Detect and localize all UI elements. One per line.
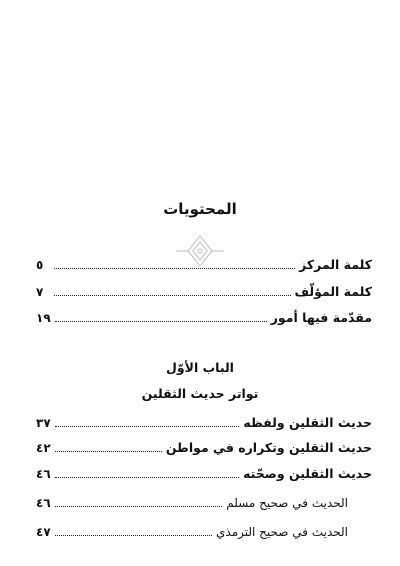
page-title: المحتويات (163, 200, 237, 218)
dot-leader (55, 477, 239, 478)
dot-leader (54, 295, 291, 296)
toc-page-number: ٣٧ (36, 416, 51, 430)
toc-entry-author-word[interactable] (36, 281, 372, 301)
dot-leader (55, 451, 162, 452)
toc-entry-hadith-repetition[interactable] (36, 437, 372, 457)
toc-page-number: ١٩ (36, 311, 51, 325)
dot-leader (55, 426, 240, 427)
toc-entry-label: حديث الثقلين ولفظه (243, 415, 372, 430)
toc-page-number: ٤٧ (36, 525, 51, 539)
dot-leader (55, 321, 267, 322)
toc-page-number: ٧ (36, 285, 44, 299)
chapter-subheading: تواتر حديث الثقلين (141, 386, 259, 401)
toc-entry-label: الحديث في صحيح الترمذي (216, 525, 348, 539)
toc-entry-label: الحديث في صحيح مسلم (226, 496, 348, 510)
dot-leader (54, 268, 295, 269)
toc-page-number: ٤٢ (36, 441, 51, 455)
chapter-heading: الباب الأوّل (166, 360, 234, 375)
toc-entry-sahih-muslim[interactable] (36, 492, 348, 512)
toc-page-number: ٤٦ (36, 496, 51, 510)
toc-entry-hadith-wording[interactable] (36, 412, 372, 432)
dot-leader (55, 506, 223, 507)
toc-entry-label: كلمة المركز (299, 257, 372, 272)
toc-entry-label: حديث الثقلين وتكراره في مواطن (165, 440, 372, 455)
toc-entry-label: حديث الثقلين وصحّته (243, 466, 372, 481)
dot-leader (55, 535, 212, 536)
toc-entry-label: كلمة المؤلّف (294, 284, 372, 299)
toc-page-number: ٥ (36, 258, 44, 272)
toc-entry-center-word[interactable] (36, 254, 372, 274)
toc-entry-sahih-tirmidhi[interactable] (36, 521, 348, 541)
toc-entry-label: مقدّمة فيها أمور (270, 310, 372, 325)
toc-page-number: ٤٦ (36, 467, 51, 481)
toc-entry-introduction[interactable] (36, 307, 372, 327)
toc-entry-hadith-authenticity[interactable] (36, 463, 372, 483)
